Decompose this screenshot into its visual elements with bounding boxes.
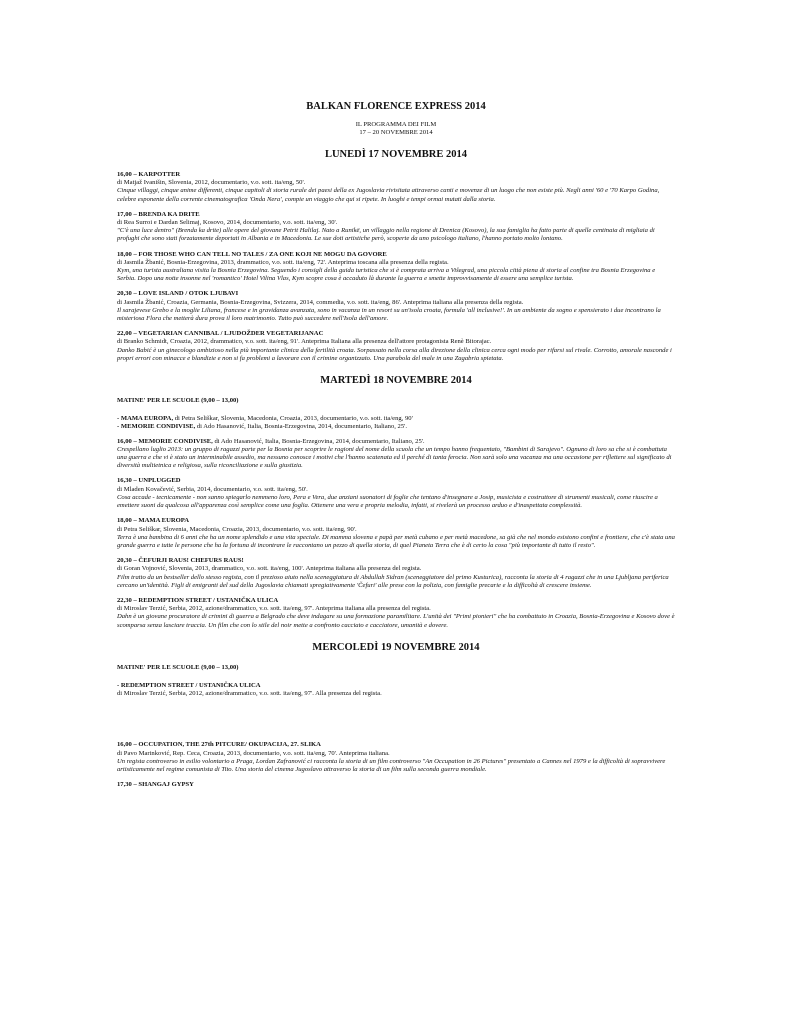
day-title-monday: LUNEDÌ 17 NOVEMBRE 2014: [324, 149, 468, 160]
film-heading: - REDEMPTION STREET / USTANIČKA ULICA: [117, 681, 261, 689]
film-description: Kym, una turista australiana visita la Bosnia Erzegovina. Seguendo i consigli della guida turistica che si è comprata arriva a Višegrad, una piccola città piena di storia al confine tra Bosnia Erzegovina e Serbia. Dopo una notte insonne nel 'romantico' Hotel Vilina Vlas, Kym scopre cosa è accaduto là durante la guerra e smette improvvisamente di essere una semplice turista.: [117, 267, 656, 283]
film-description: Il sarajevese Grebo e la moglie Liliana, francese e in gravidanza avanzata, sono in vacanza in un resort su un'isola croata, formula 'all inclusive!'. In un ambiente da sogno e spensierato i due incontrano la misteriosa Flora che metterà dura prova il loro matrimonio. Tutto può succedere nell'Isola dell'amore.: [117, 306, 661, 323]
film-entry: [117, 438, 675, 471]
subtitle-line-1: IL PROGRAMMA DEI FILM: [355, 121, 437, 128]
film-entry: [117, 290, 675, 323]
film-info: di Jasmila Žbanić, Croazia, Germania, Bosnia-Erzegovina, Svizzera, 2014, commedia, v.o. sott. ita/eng, 86'. Anteprima italiana alla presenza della regista.: [117, 298, 524, 306]
school-item-title: - MAMA EUROPA,: [117, 415, 174, 423]
film-heading: 20,30 – ČEFURJI RAUS! CHEFURS RAUS!: [117, 557, 244, 565]
film-heading: 22,30 – REDEMPTION STREET / USTANIČKA ULICA: [117, 596, 279, 604]
school-item-title: - MEMORIE CONDIVISE,: [117, 423, 196, 431]
film-heading: 18,00 – FOR THOSE WHO CAN TELL NO TALES / ZA ONE KOJI NE MOGU DA GOVORE: [117, 250, 387, 258]
school-item-details: di Ado Hasanović, Italia, Bosnia-Erzegovina, 2014, documentario, Italiano, 25'.: [195, 423, 407, 431]
day-title-tuesday: MARTEDÌ 18 NOVEMBRE 2014: [320, 375, 472, 387]
film-entry: [117, 171, 675, 204]
film-heading: 18,00 – MAMA EUROPA: [117, 517, 190, 525]
film-description: Cosa accade - tecnicamente - non sanno spiegarlo nemmeno loro, Pera e Vera, due anziani suonatori di foglie che tentano d'insegnare a Josip, musicista e costruttore di strumenti musicali, come riuscire a emettere suoni da qualcosa all'apparenza così semplice come una foglia. Ottenere una vera e propria melodia, infatti, si rivelerà un processo arduo e d'inaspettata complessità.: [117, 493, 658, 510]
film-entry: [117, 781, 675, 789]
film-info: di Rea Surroi e Dardan Selimaj, Kosovo, 2014, documentario, v.o. sott. ita/eng, 30'.: [117, 219, 338, 227]
film-description: Crespellano luglio 2013: un gruppo di ragazzi parte per la Bosnia per scoprire le ragioni del nome della scuola che un tempo hanno frequentato, "Bambini di Sarajevo". Ognuno di loro sa che si è combattuta una guerra e che vi è stato un interminabile assedio, ma nessuno conosce i motivi che l'hanno scatenata ed il perché di tanta ferocia. Non sarà solo una vacanza ma una occasione per riflettere sul significato di diversità multietnica e religiosa, sulla riconciliazione e sulla giustizia.: [117, 445, 672, 470]
film-description: Film tratto da un bestseller dello stesso regista, con il prezioso aiuto nella sceneggiatura di Abdullah Sidran (sceneggiatore del primo Kusturica), racconta la storia di 4 ragazzi che in una Ljubljana periferica cercano un'identità. Figli di emigranti del sud della Jugoslavia chiamati spregiativamente 'Čefuri' alle prese con la polizia, con famiglie precarie e la difficoltà di crescere insieme.: [117, 573, 669, 589]
school-item-details: di Petra Seliškar, Slovenia, Macedonia, Croazia, 2013, documentario, v.o. sott. ita/eng, 90': [173, 415, 413, 423]
film-heading: 22,00 – VEGETARIAN CANNIBAL / LJUDOŽDER VEGETARIJANAC: [117, 330, 324, 338]
film-heading: 16,00 – MEMORIE CONDIVISE,: [117, 437, 213, 445]
day-title-wednesday: MERCOLEDÌ 19 NOVEMBRE 2014: [312, 641, 480, 653]
film-entry: [117, 330, 675, 363]
film-heading-line: [117, 438, 675, 446]
film-info: di Ado Hasanović, Italia, Bosnia-Erzegovina, 2014, documentario, Italiano, 25'.: [212, 437, 425, 445]
film-description: Terra è una bambina di 6 anni che ha un nome splendido e una vita speciale. Di mamma slovena e papà per metà cubano e per metà macedone, sa già che nel mondo esistono confini e frontiere, che c'è stata una grande guerra e tutte le persone che ha la fortuna di incontrare le raccontano un pezzo di quella storia, di quel Pianeta Terra che è di certo la cosa "più importante di tutto il resto".: [117, 533, 675, 549]
document-subtitle: [117, 121, 675, 137]
school-matinee-item: [117, 423, 675, 431]
film-heading: 16,30 – UNPLUGGED: [117, 477, 181, 485]
school-matinee-item: [117, 415, 675, 423]
film-heading: 16,00 – OCCUPATION, THE 27th PITCURE/ OKUPACIJA, 27. SLIKA: [117, 741, 321, 749]
film-heading: 16,00 – KARPOTTER: [117, 171, 181, 178]
film-entry: [117, 251, 675, 284]
film-info: di Miroslav Terzić, Serbia, 2012, azione/drammatico, v.o. sott. ita/eng, 97'. Alla presenza del regista.: [117, 690, 382, 698]
school-matinee-heading: MATINE' PER LE SCUOLE (9,00 – 13,00): [117, 397, 239, 405]
film-info: di Matjaž Ivanišin, Slovenia, 2012, documentario, v.o. sott. ita/eng, 50'.: [117, 179, 306, 187]
film-info: di Jasmila Žbanić, Bosnia-Erzegovina, 2013, drammatico, v.o. sott. ita/eng, 72'. Anteprima toscana alla presenza della regista.: [117, 258, 449, 266]
film-entry: [117, 557, 675, 590]
film-entry: [117, 597, 675, 630]
film-entry: [117, 682, 675, 698]
film-description: Un regista controverso in esilio volontario a Praga, Lordan Zafranović ci racconta la storia di un film controverso "An Occupation in 26 Pictures" presentato a Cannes nel 1979 e la difficoltà di sopravvivere artisticamente nel regime comunista di Tito. Una storia del cinema Jugoslavo attraverso la storia di un film sulla seconda guerra mondiale.: [117, 757, 666, 773]
film-description: Dahn è un giovane procuratore di crimini di guerra a Belgrado che deve indagare su una formazione paramilitare. L'unità dei "Primi pionieri" che ha combattuto in Croazia, Bosnia-Erzegovina e Kosovo dove è scomparsa senza lasciare traccia. Un film che con lo stile del noir mette a confronto cacciato e cacciatore, umanità e dovere.: [117, 613, 675, 629]
subtitle-line-2: 17 – 20 NOVEMBRE 2014: [359, 129, 433, 136]
film-heading: 17,30 – SHANGAJ GYPSY: [117, 781, 194, 789]
film-entry: [117, 211, 675, 244]
school-matinee-heading: MATINE' PER LE SCUOLE (9,00 – 13,00): [117, 663, 239, 671]
film-description: Danko Babić è un ginecologo ambizioso nella più importante clinica della fertilità croata. Sorpassato nella corsa alla direzione della clinica cerca ogni modo per rifarsi sul rivale. Corrotto, amorale nasconde i propri errori con minacce e blandizie e non si fa problemi a lavorare con il crimine organizzato. Una parabola del male in una Zagabria spietata.: [117, 346, 672, 362]
film-info: di Mladen Kovačević, Serbia, 2014, documentario, v.o. sott. ita/eng, 50'.: [117, 485, 308, 493]
film-info: di Petra Seliškar, Slovenia, Macedonia, Croazia, 2013, documentario, v.o. sott. ita/eng, 90'.: [117, 525, 357, 533]
film-heading: 17,00 – BRENDA KA DRITE: [117, 210, 200, 218]
film-entry: [117, 741, 675, 774]
film-info: di Goran Vojnović, Slovenia, 2013, drammatico, v.o. sott. ita/eng, 100'. Anteprima italiana alla presenza del regista.: [117, 565, 422, 573]
document-title: BALKAN FLORENCE EXPRESS 2014: [306, 101, 486, 112]
film-heading: 20,30 – LOVE ISLAND / OTOK LJUBAVI: [117, 290, 239, 298]
film-description: Cinque villaggi, cinque anime differenti, cinque capitoli di storia rurale dei paesi della ex Jugoslavia rivisitata attraverso canti e movenze di un luogo che non esiste più. Negli anni '60 e '70 Karpo Godina, celebre esponente della corrente cinematografica 'Onda Nera', compie un viaggio che qui si ripete. In luoghi e tempi ormai mutati dalla storia.: [117, 187, 660, 203]
film-info: di Miroslav Terzić, Serbia, 2012, azione/drammatico, v.o. sott. ita/eng, 97'. Anteprima italiana alla presenza del regista.: [117, 605, 431, 613]
film-entry: [117, 477, 675, 510]
film-description: "C'è una luce dentro" (Brenda ka drite) alle opere del giovane Petrit Halilaj. Nato a Runikë, un villaggio nella regione di Drenica (Kosovo), la sua famiglia ha fatto parte di quelle centinaia di migliaia di profughi che sono stati forzatamente deportati in Albania e in Macedonia. Le sue doti artistiche però, scoperte da uno psicologo italiano, l'hanno portato molto lontano.: [117, 227, 655, 243]
film-entry: [117, 517, 675, 550]
film-info: di Pavo Marinković, Rep. Ceca, Croazia, 2013, documentario, v.o. sott. ita/eng, 70'. Anteprima italiana.: [117, 749, 390, 757]
film-info: di Branko Schmidt, Croazia, 2012, drammatico, v.o. sott. ita/eng, 91'. Anteprima Italiana alla presenza dell'attore protagonista Renè Bitorajac.: [117, 338, 492, 346]
